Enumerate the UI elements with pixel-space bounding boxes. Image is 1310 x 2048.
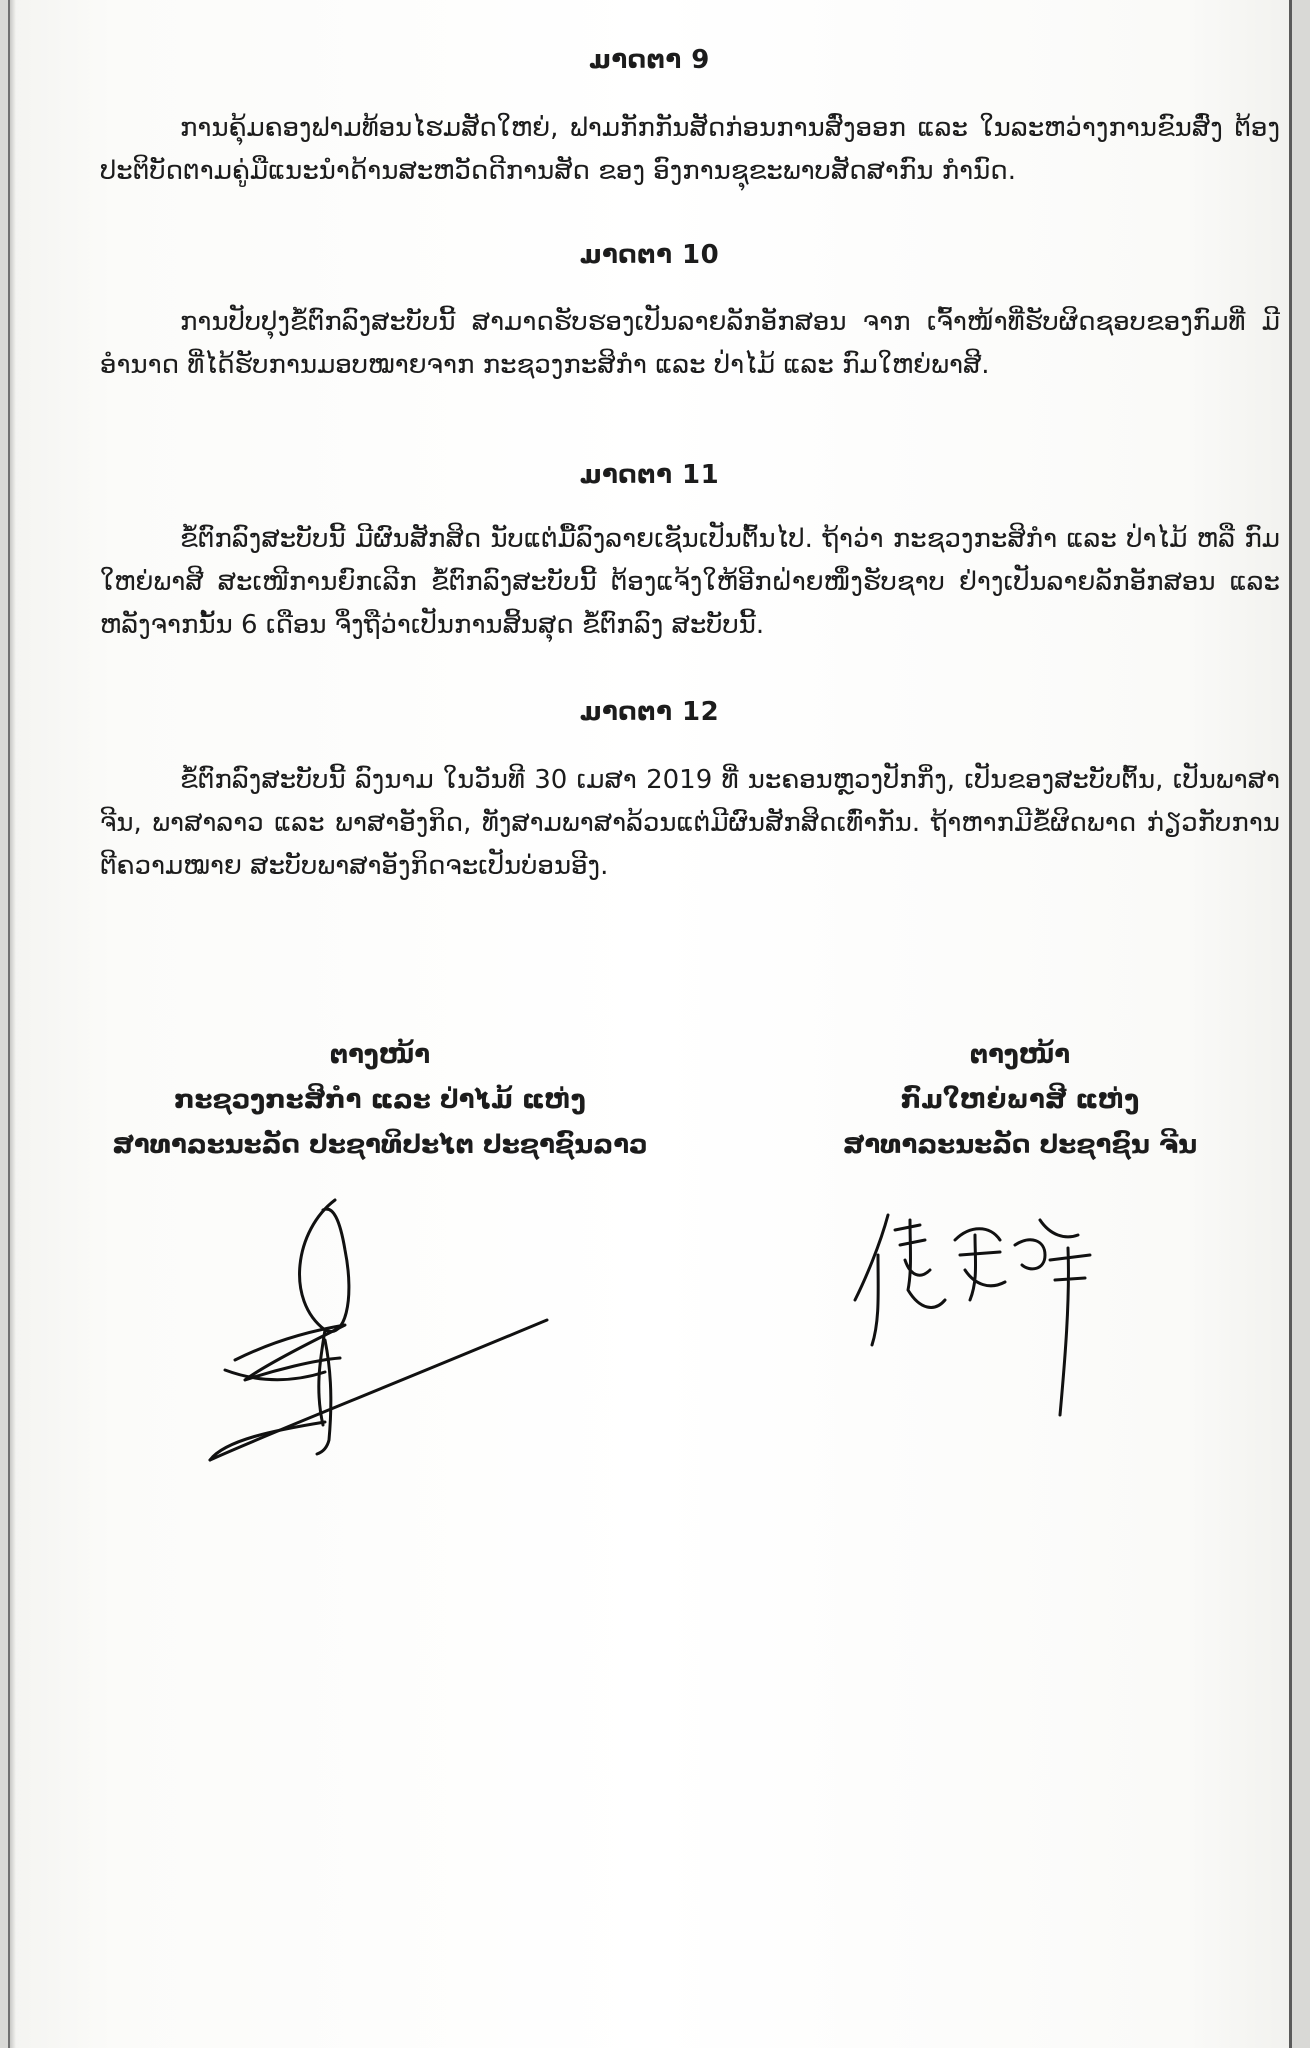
- article-12-text: ຂໍ້ຕົກລົງສະບັບນີ້ ລົງນາມ ໃນວັນທີ 30 ເມສາ 2019 ທີ່ ນະຄອນຫຼວງປັກກິ່ງ, ເປັນຂອງສະບັບຕົ້ນ, ເປັນພາສາຈີນ, ພາສາລາວ ແລະ ພາສາອັງກິດ, ທັງສາມພາສາລ້ວນແຕ່ມີຜົນສັກສິດເທົ່າກັນ. ຖ້າຫາກມີຂໍ້ຜິດພາດ ກ່ຽວກັບການຕີຄວາມໝາຍ ສະບັບພາສາອັງກິດຈະເປັນບ່ອນອີງ.: [100, 765, 1280, 881]
- article-11-text: ຂໍ້ຕົກລົງສະບັບນີ້ ມີຜົນສັກສິດ ນັບແຕ່ມື້ລົງລາຍເຊັນເປັນຕົ້ນໄປ. ຖ້າວ່າ ກະຊວງກະສິກຳ ແລະ ປ່າໄມ້ ຫລື ກົມໃຫຍ່ພາສີ ສະເໜີການຍົກເລີກ ຂໍ້ຕົກລົງສະບັບນີ້ ຕ້ອງແຈ້ງໃຫ້ອີກຝ່າຍໜຶ່ງຮັບຊາບ ຢ່າງເປັນລາຍລັກອັກສອນ ແລະ ຫລັງຈາກນັ້ນ 6 ເດືອນ ຈຶ່ງຖືວ່າເປັນການສິ້ນສຸດ ຂໍ້ຕົກລົງ ສະບັບນີ້.: [100, 524, 1280, 640]
- signatory-right-on-behalf: ຕາງໜ້າ: [969, 1040, 1071, 1070]
- signature-right: [850, 1200, 1110, 1430]
- article-9-text: ການຄຸ້ມຄອງຟາມທ້ອນໄຮມສັດໃຫຍ່, ຟາມກັກກັນສັດກ່ອນການສົ່ງອອກ ແລະ ໃນລະຫວ່າງການຂົນສົ່ງ ຕ້ອງປະຕິບັດຕາມຄູ່ມືແນະນຳດ້ານສະຫວັດດີການສັດ ຂອງ ອົງການຊຸຂະພາບສັດສາກົນ ກຳນົດ.: [100, 113, 1280, 186]
- article-9-heading: ມາດຕາ 9: [589, 45, 710, 75]
- article-10-heading: ມາດຕາ 10: [579, 240, 720, 270]
- signatory-left-on-behalf: ຕາງໜ້າ: [329, 1040, 431, 1070]
- signatory-right-country: ສາທາລະນະລັດ ປະຊາຊົນ ຈີນ: [842, 1130, 1198, 1160]
- signatory-left: [60, 1033, 700, 1168]
- document-page: [8, 0, 1292, 2048]
- page-edge-shadow: [10, 0, 16, 2048]
- signatory-right: [770, 1033, 1270, 1168]
- signatory-right-customs: ກົມໃຫຍ່ພາສີ ແຫ່ງ: [900, 1085, 1140, 1115]
- article-10-text: ການປັບປຸງຂໍ້ຕົກລົງສະບັບນີ້ ສາມາດຮັບຮອງເປັນລາຍລັກອັກສອນ ຈາກ ເຈົ້າໜ້າທີ່ຮັບຜິດຊອບຂອງກົມທີ່ ມີອຳນາດ ທີ່ໄດ້ຮັບການມອບໝາຍຈາກ ກະຊວງກະສິກຳ ແລະ ປ່າໄມ້ ແລະ ກົມໃຫຍ່ພາສີ.: [100, 307, 1280, 380]
- signatory-left-ministry: ກະຊວງກະສິກຳ ແລະ ປ່າໄມ້ ແຫ່ງ: [174, 1085, 586, 1115]
- article-12-heading: ມາດຕາ 12: [579, 697, 720, 727]
- signatory-left-country: ສາທາລະນະລັດ ປະຊາທິປະໄຕ ປະຊາຊົນລາວ: [112, 1130, 648, 1160]
- signature-left: [205, 1190, 565, 1470]
- article-11-heading: ມາດຕາ 11: [579, 460, 720, 490]
